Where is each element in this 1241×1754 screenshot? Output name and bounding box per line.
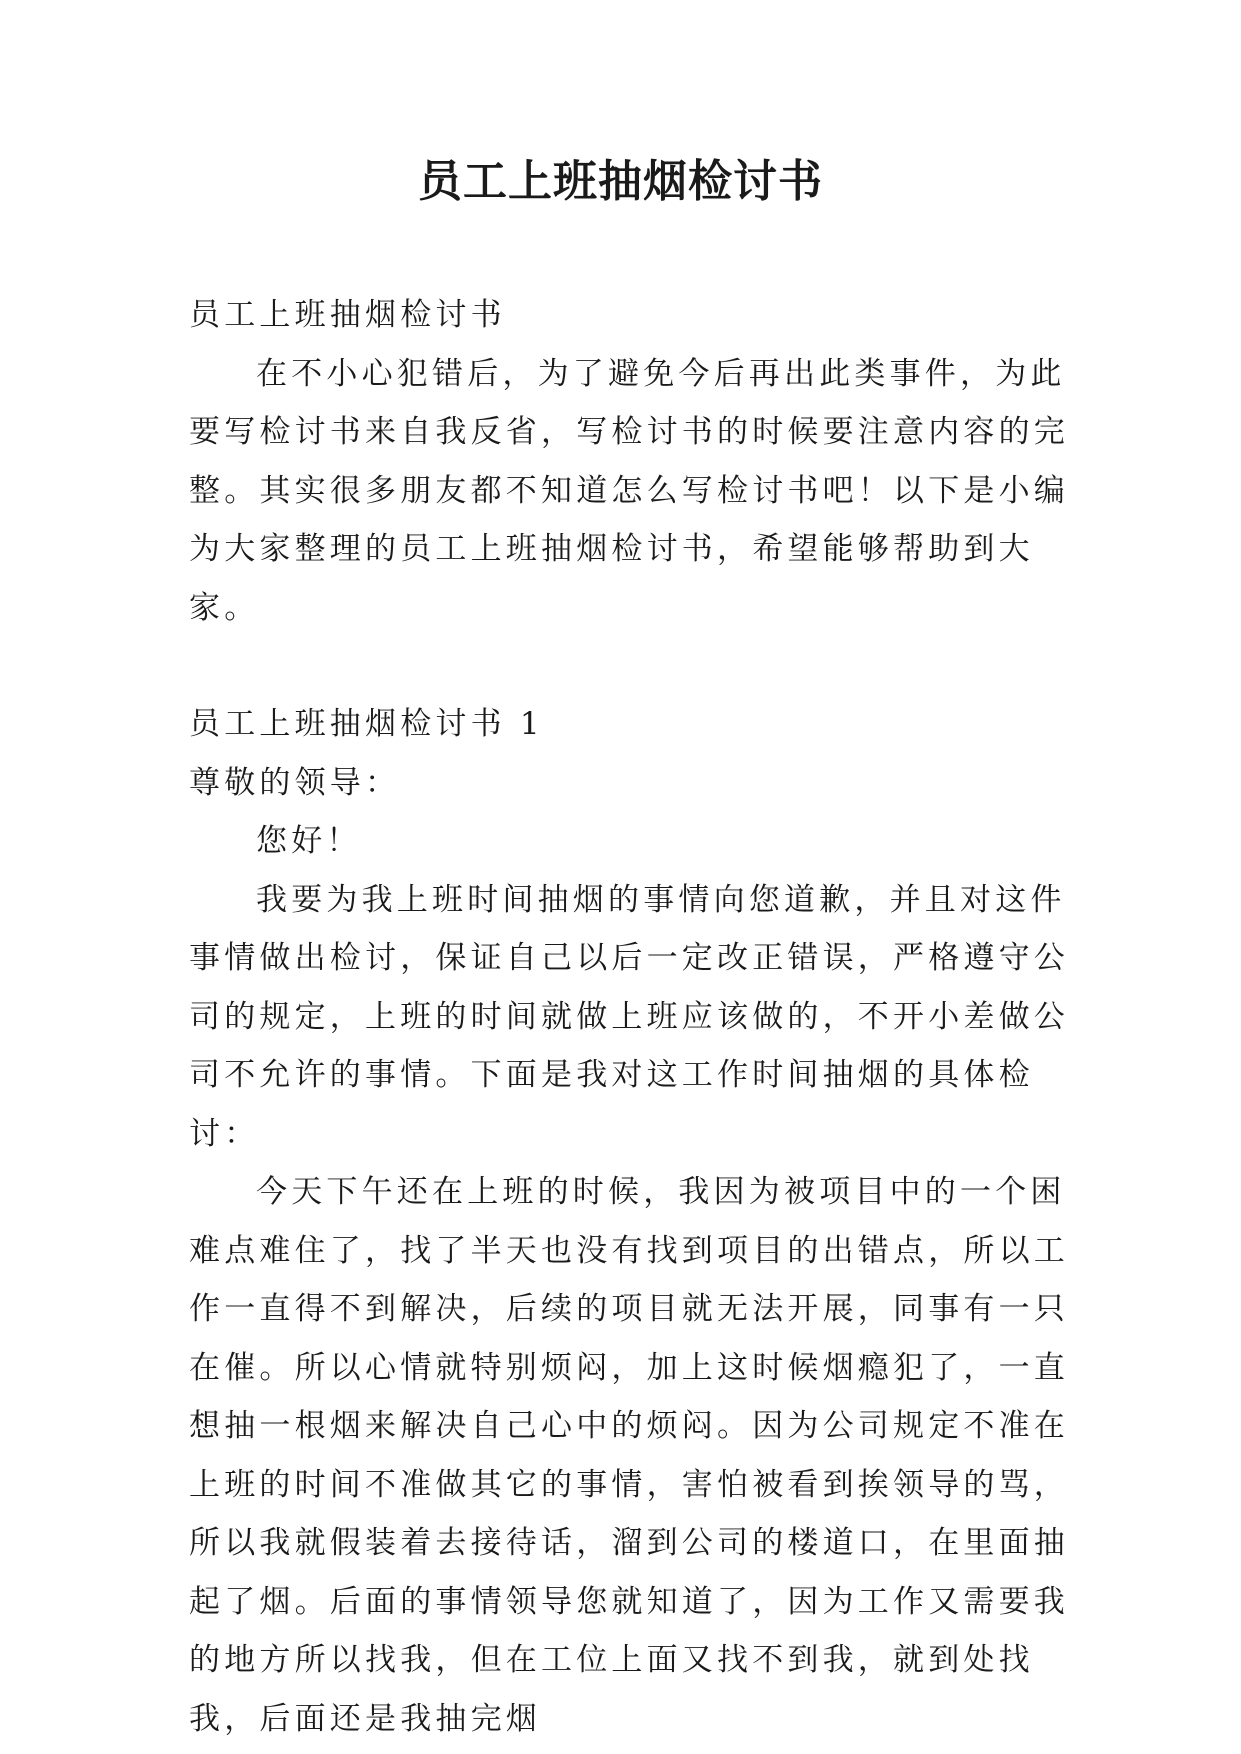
body-paragraph-2: 今天下午还在上班的时候，我因为被项目中的一个困难点难住了，找了半天也没有找到项目的出错点，所以工作一直得不到解决，后续的项目就无法开展，同事有一只在催。所以心情就特别烦闷，加上这时候烟瘾犯了，一直想抽一根烟来解决自己心中的烦闷。因为公司规定不准在上班的时间不准做其它的事情，害怕被看到挨领导的骂，所以我就假装着去接待话，溜到公司的楼道口，在里面抽起了烟。后面的事情领导您就知道了，因为工作又需要我的地方所以找我，但在工位上面又找不到我，就到处找我，后面还是我抽完烟 — [189, 1174, 1069, 1737]
document-subtitle: 员工上班抽烟检讨书 — [189, 297, 506, 333]
section-heading: 员工上班抽烟检讨书 1 — [189, 706, 544, 742]
body-paragraph-1: 我要为我上班时间抽烟的事情向您道歉，并且对这件事情做出检讨，保证自己以后一定改正错误，严格遵守公司的规定，上班的时间就做上班应该做的，不开小差做公司不允许的事情。下面是我对这工作时间抽烟的具体检讨： — [189, 881, 1069, 1152]
document-title: 员工上班抽烟检讨书 — [418, 156, 823, 207]
greeting: 您好！ — [256, 823, 362, 859]
document-body — [189, 286, 1069, 1748]
salutation: 尊敬的领导： — [189, 764, 401, 801]
intro-paragraph: 在不小心犯错后，为了避免今后再出此类事件，为此要写检讨书来自我反省，写检讨书的时候要注意内容的完整。其实很多朋友都不知道怎么写检讨书吧！以下是小编为大家整理的员工上班抽烟检讨书，希望能够帮助到大家。 — [189, 355, 1069, 626]
paragraph-spacer — [189, 637, 1069, 695]
